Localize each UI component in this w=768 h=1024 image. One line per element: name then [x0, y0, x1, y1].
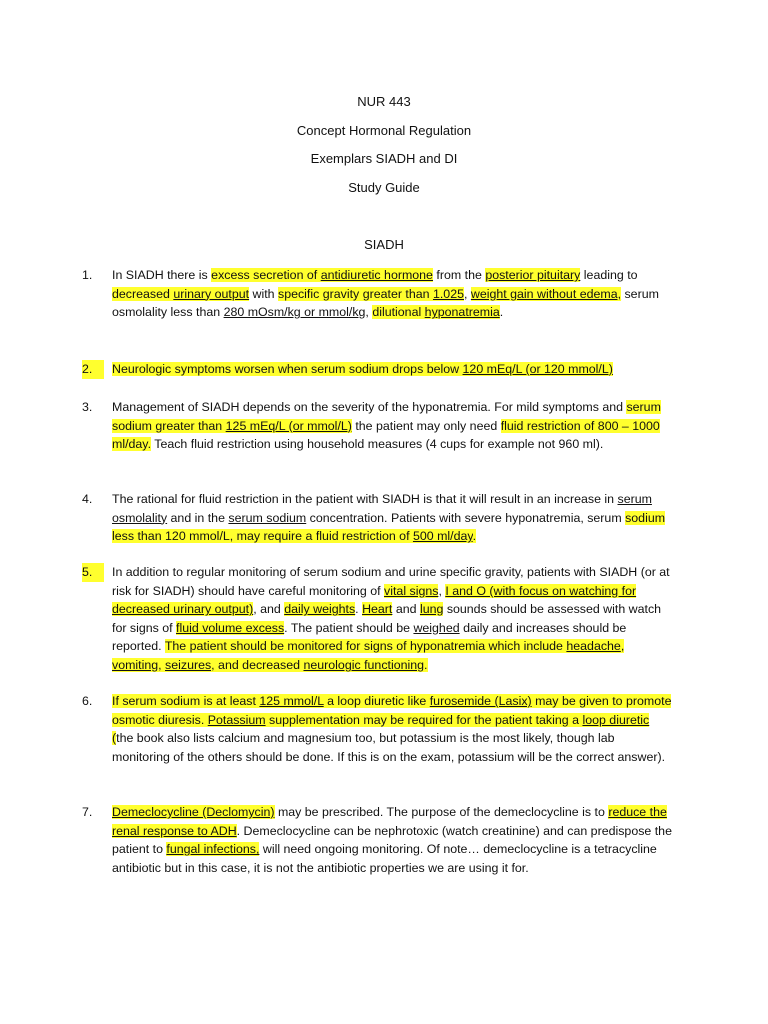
highlighted-text: dilutional — [372, 305, 425, 320]
item-text — [112, 362, 613, 376]
highlighted-text: weight gain without edema, — [470, 286, 622, 301]
item-number: 7. — [82, 805, 93, 819]
highlighted-text: . — [472, 529, 477, 544]
text-run: serum osmolality — [112, 492, 652, 525]
highlighted-text: If serum sodium is at least — [112, 694, 260, 708]
text-run: . — [499, 305, 504, 320]
text-run: The rational for fluid restriction in the patient with SIADH is that it will result in an increase in — [112, 492, 618, 506]
text-run: serum sodium — [228, 510, 307, 525]
item-number: 5. — [82, 563, 104, 582]
highlighted-text: hyponatremia — [424, 305, 500, 320]
text-run: and — [392, 602, 420, 617]
text-run: , — [438, 583, 446, 598]
text-run: weighed — [413, 620, 460, 635]
highlighted-text: urinary output — [173, 286, 250, 301]
text-run: . Demeclocycline can be nephrotoxic (watch creatinine) and can predispose the patient to — [112, 823, 672, 857]
highlighted-text: Neurologic symptoms worsen when serum sodium drops below — [112, 362, 463, 376]
text-run: with — [249, 286, 278, 301]
list-item — [82, 398, 672, 454]
text-run: . — [355, 602, 363, 617]
concept-title: Concept Hormonal Regulation — [296, 123, 472, 138]
highlighted-text: . — [424, 657, 428, 672]
item-number: 4. — [82, 492, 93, 506]
highlighted-text: , — [620, 639, 625, 654]
text-run: , — [463, 286, 471, 301]
highlighted-text: daily weights — [284, 602, 356, 617]
item-text — [112, 492, 665, 543]
text-run: , and — [253, 602, 285, 617]
list-item — [82, 563, 672, 675]
text-run: the patient may only need — [351, 418, 501, 433]
highlighted-text: 120 mEq/L (or 120 mmol/L) — [462, 362, 613, 376]
highlighted-text: serum sodium greater than — [112, 400, 661, 433]
highlighted-text: headache — [566, 639, 621, 654]
text-run: concentration. Patients with severe hyponatremia, serum — [306, 510, 626, 525]
highlighted-text: I and O (with focus on watching for decreased urinary output) — [112, 583, 637, 617]
text-run: daily and increases should be reported. — [112, 620, 627, 654]
section-heading: SIADH — [364, 237, 404, 252]
text-run: Teach fluid restriction using household measures (4 cups for example not 960 ml). — [151, 437, 604, 452]
highlighted-text: vital signs — [384, 583, 439, 598]
highlighted-text: antidiuretic hormone — [320, 268, 433, 282]
text-run: 280 mOsm/kg or mmol/kg — [223, 305, 366, 320]
highlighted-text: loop diuretic — [582, 712, 650, 727]
highlighted-text: excess secretion of — [211, 268, 321, 282]
highlighted-text: posterior pituitary — [485, 268, 581, 282]
highlighted-text: furosemide (Lasix) — [429, 694, 532, 708]
highlighted-text: fungal infections, — [166, 842, 260, 857]
course-code: NUR 443 — [357, 94, 411, 109]
highlighted-text: lung — [419, 602, 444, 617]
list-item — [82, 692, 672, 766]
highlighted-text: Demeclocycline (Declomycin) — [112, 805, 275, 819]
text-run: the book also lists calcium and magnesium too, but potassium is the most likely, though lab monitoring of the others should be done. If this is on the exam, potassium will be the correct answer). — [112, 731, 666, 764]
item-text — [112, 805, 672, 875]
highlighted-text: decreased — [112, 286, 174, 301]
item-number: 6. — [82, 694, 93, 708]
text-run: Management of SIADH depends on the severity of the hyponatremia. For mild symptoms and — [112, 400, 627, 414]
text-run: , — [365, 305, 373, 320]
list-item — [82, 360, 672, 379]
item-text — [112, 565, 670, 672]
text-run: . The patient should be — [284, 620, 414, 635]
list-item — [82, 803, 672, 877]
highlighted-text: The patient should be monitored for signs of hyponatremia which include — [164, 639, 567, 654]
highlighted-text: ( — [112, 731, 117, 746]
item-text — [112, 694, 671, 764]
highlighted-text: supplementation may be required for the patient taking a — [265, 712, 583, 727]
item-number: 3. — [82, 400, 93, 414]
highlighted-text: fluid restriction of 800 – 1000 ml/day. — [112, 418, 660, 452]
highlighted-text: , — [158, 657, 166, 672]
highlighted-text: specific gravity greater than — [278, 286, 433, 301]
list-item — [82, 490, 672, 546]
highlighted-text: a loop diuretic like — [323, 694, 430, 708]
text-run: may be prescribed. The purpose of the demeclocycline is to — [274, 805, 609, 819]
text-run: In SIADH there is — [112, 268, 212, 282]
highlighted-text: reduce the renal response to ADH — [112, 805, 667, 838]
text-run: from the — [432, 268, 486, 282]
highlighted-text: 125 mEq/L (or mmol/L) — [225, 418, 352, 433]
list-item — [82, 266, 672, 322]
item-text — [112, 400, 661, 451]
text-run: In addition to regular monitoring of serum sodium and urine specific gravity, patients with SIADH (or at risk for SIADH) should have careful monitoring of — [112, 565, 670, 598]
highlighted-text: fluid volume excess — [176, 620, 285, 635]
text-run: serum osmolality less than — [112, 286, 659, 320]
highlighted-text: 1.025 — [432, 286, 464, 301]
text-run: sounds should be assessed with watch for signs of — [112, 602, 662, 635]
item-number: 1. — [82, 268, 93, 282]
highlighted-text: Potassium — [207, 712, 266, 727]
highlighted-text: 500 ml/day — [412, 529, 473, 544]
text-run: and in the — [167, 510, 229, 525]
item-number: 2. — [82, 360, 104, 379]
study-guide-title: Study Guide — [348, 180, 420, 195]
item-text — [112, 268, 659, 319]
highlighted-text: Heart — [362, 602, 393, 617]
text-run: will need ongoing monitoring. Of note… demeclocycline is a tetracycline antibiotic but in this case, it is not the antibiotic properties we are using it for. — [112, 842, 657, 875]
highlighted-text: neurologic functioning — [303, 657, 425, 672]
highlighted-text: 125 mmol/L — [259, 694, 324, 708]
exemplars-title: Exemplars SIADH and DI — [310, 151, 458, 166]
text-run: leading to — [580, 268, 638, 282]
highlighted-text: , and decreased — [211, 657, 304, 672]
highlighted-text: may be given to promote osmotic diuresis. — [112, 694, 672, 727]
highlighted-text: sodium less than 120 mmol/L, may require a fluid restriction of — [112, 510, 666, 544]
highlighted-text: vomiting — [112, 657, 159, 672]
highlighted-text: seizures — [165, 657, 212, 672]
